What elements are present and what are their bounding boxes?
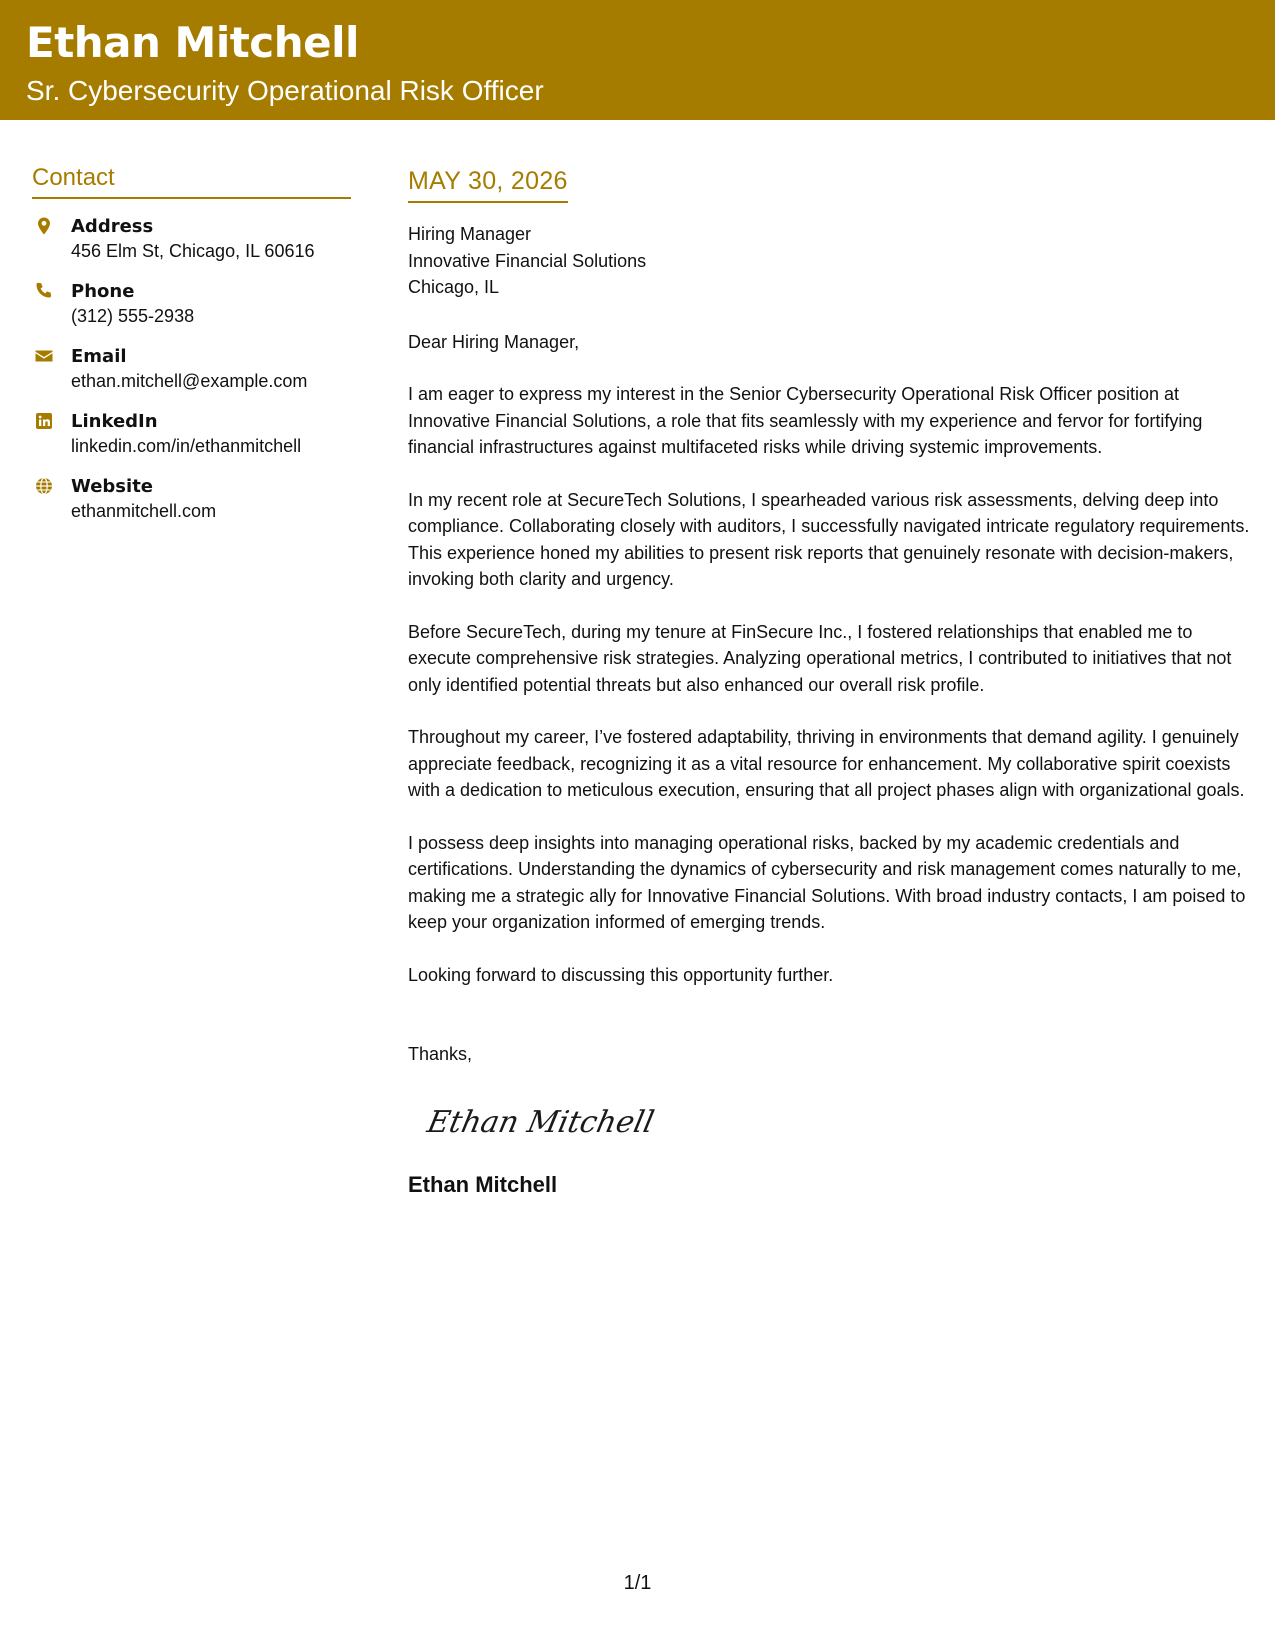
map-pin-icon (34, 216, 54, 236)
handwritten-signature (422, 1094, 662, 1146)
phone-value: (312) 555-2938 (71, 305, 195, 326)
svg-text:Ethan Mitchell: Ethan Mitchell (424, 1104, 657, 1140)
letter-paragraph: I possess deep insights into managing operational risks, backed by my academic credentials and certifications. Understanding the dynamics of cybersecurity and risk management comes naturally to me, making me a strategic ally for Innovative Financial Solutions. With broad industry contacts, I am poised to keep your organization informed of emerging trends. (408, 832, 1246, 932)
address-label: Address (71, 215, 154, 237)
address-value: 456 Elm St, Chicago, IL 60616 (71, 240, 315, 261)
recipient-block (408, 221, 1253, 301)
recipient-line: Innovative Financial Solutions (408, 250, 647, 271)
website-value[interactable]: ethanmitchell.com (71, 500, 217, 521)
signoff: Thanks, (408, 1044, 473, 1064)
header-banner (0, 0, 1275, 120)
applicant-name: Ethan Mitchell (26, 18, 359, 67)
contact-address (32, 214, 351, 264)
applicant-role: Sr. Cybersecurity Operational Risk Officer (26, 75, 544, 106)
letter-paragraph: Throughout my career, I’ve fostered adaptability, thriving in environments that demand agility. I genuinely appreciate feedback, recognizing it as a vital resource for enhancement. My collaborative spirit coexists with a dedication to meticulous execution, ensuring that all project phases align with organizational goals. (408, 727, 1245, 800)
letter-date: MAY 30, 2026 (408, 166, 568, 203)
envelope-icon (34, 346, 54, 366)
letter-paragraph: I am eager to express my interest in the Senior Cybersecurity Operational Risk Officer position at Innovative Financial Solutions, a role that fits seamlessly with my experience and fervor for fortifying financial infrastructures against multifaceted risks while driving systemic improvements. (408, 384, 1203, 457)
linkedin-label: LinkedIn (71, 410, 158, 432)
phone-label: Phone (71, 280, 135, 302)
contact-heading: Contact (32, 164, 351, 199)
contact-sidebar (32, 164, 351, 524)
closing-note: Looking forward to discussing this opportunity further. (408, 964, 834, 985)
letter-paragraph: In my recent role at SecureTech Solutions, I spearheaded various risk assessments, delving deep into compliance. Collaborating closely with auditors, I successfully navigated intricate regulatory requirements. This experience honed my abilities to present risk reports that genuinely resonate with decision-makers, invoking both clarity and urgency. (408, 489, 1250, 589)
contact-email (32, 344, 351, 394)
recipient-line: Hiring Manager (408, 224, 532, 244)
letter-paragraph: Before SecureTech, during my tenure at FinSecure Inc., I fostered relationships that enabled me to execute comprehensive risk strategies. Analyzing operational metrics, I contributed to initiatives that not only identified potential threats but also enhanced our overall risk profile. (408, 621, 1232, 695)
page-number: 1/1 (623, 1572, 652, 1594)
globe-icon (34, 476, 54, 496)
linkedin-icon (34, 411, 54, 431)
email-value[interactable]: ethan.mitchell@example.com (71, 370, 308, 391)
phone-icon (34, 281, 54, 301)
contact-linkedin (32, 409, 351, 459)
contact-phone (32, 279, 351, 329)
salutation: Dear Hiring Manager, (408, 331, 580, 352)
email-label: Email (71, 345, 127, 367)
signer-name: Ethan Mitchell (408, 1171, 558, 1197)
contact-website (32, 474, 351, 524)
linkedin-value[interactable]: linkedin.com/in/ethanmitchell (71, 435, 302, 456)
website-label: Website (71, 475, 154, 497)
recipient-line: Chicago, IL (408, 277, 500, 297)
letter-body (408, 166, 1253, 1198)
